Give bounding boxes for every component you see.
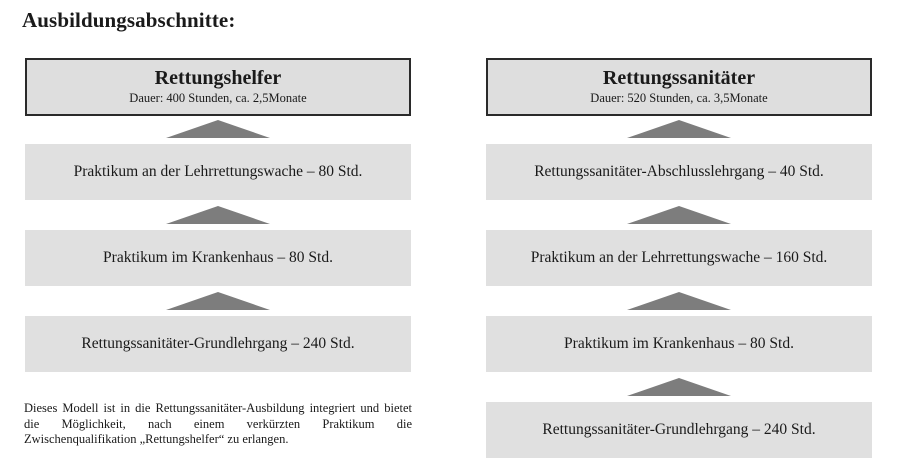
up-arrow-icon [166, 206, 270, 224]
rettungshelfer-title: Rettungshelfer [154, 67, 282, 89]
rettungshelfer-header-box [25, 58, 411, 116]
up-arrow-icon [627, 206, 731, 224]
rettungssanitaeter-stage-1: Rettungssanitäter-Grundlehrgang – 240 Std. [486, 402, 872, 458]
rettungshelfer-stage-1: Rettungssanitäter-Grundlehrgang – 240 Std. [25, 316, 411, 372]
rettungshelfer-note: Dieses Modell ist in die Rettungssanitäter-Ausbildung integriert und bietet die Möglichkeit, nach einem verkürzten Praktikum die Zwischenqualifikation „Rettungshelfer“ zu erlangen. [24, 401, 412, 446]
up-arrow-icon [166, 292, 270, 310]
up-arrow-icon [166, 120, 270, 138]
rettungshelfer-duration: Dauer: 400 Stunden, ca. 2,5Monate [129, 91, 307, 105]
page-title: Ausbildungsabschnitte: [22, 8, 236, 32]
rettungshelfer-stage-3: Praktikum an der Lehrrettungswache – 80 Std. [25, 144, 411, 200]
rettungssanitaeter-stage-4: Rettungssanitäter-Abschlusslehrgang – 40 Std. [486, 144, 872, 200]
rettungssanitaeter-stage-3: Praktikum an der Lehrrettungswache – 160 Std. [486, 230, 872, 286]
up-arrow-icon [627, 120, 731, 138]
up-arrow-icon [627, 292, 731, 310]
up-arrow-icon [627, 378, 731, 396]
rettungshelfer-stage-2: Praktikum im Krankenhaus – 80 Std. [25, 230, 411, 286]
rettungssanitaeter-title: Rettungssanitäter [602, 67, 756, 89]
rettungssanitaeter-header-box [486, 58, 872, 116]
rettungssanitaeter-duration: Dauer: 520 Stunden, ca. 3,5Monate [590, 91, 768, 105]
rettungssanitaeter-stage-2: Praktikum im Krankenhaus – 80 Std. [486, 316, 872, 372]
